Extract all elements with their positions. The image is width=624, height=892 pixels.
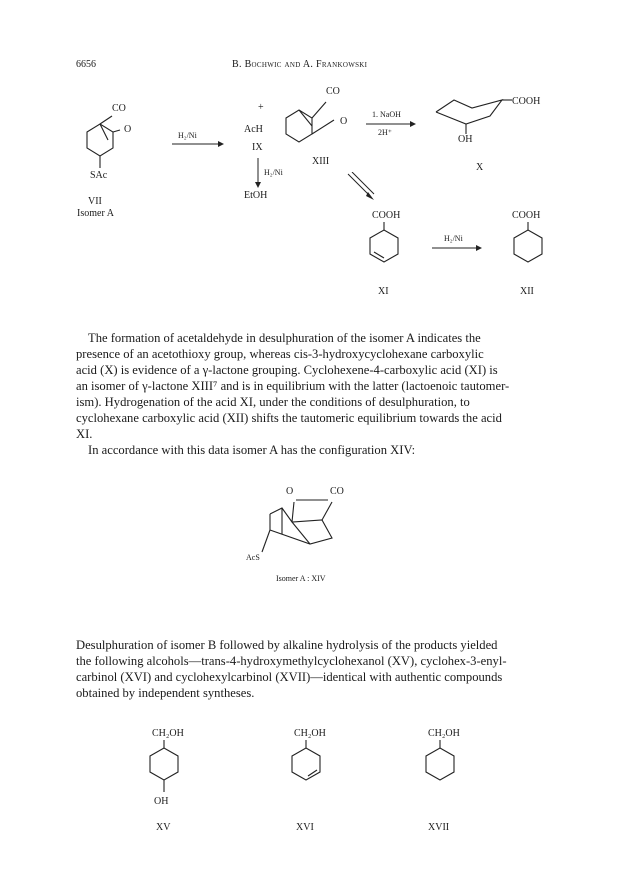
x-cooh: COOH [512,96,541,107]
reagent-h2ni-1: H₂/Ni [178,131,197,140]
x-oh: OH [458,134,473,145]
para1-line-3: acid (X) is evidence of a γ-lactone grouping. Cyclohexene-4-carboxylic acid (XI) is [76,363,498,377]
xiv-o: O [286,486,294,497]
page-number: 6656 [76,59,96,70]
xvii-top: CH₂OH [428,728,460,739]
xiv-co: CO [330,486,344,497]
xvi-top: CH₂OH [294,728,326,739]
para1-line-2: presence of an acetothioxy group, whereas cis-3-hydroxycyclohexane carboxylic [76,347,484,361]
vii-isomer-label: Isomer A [77,208,114,219]
structure-xvi [288,740,328,790]
vii-o: O [124,124,132,135]
structure-vii [70,100,150,190]
xii-label: XII [520,286,534,297]
structure-xv [146,740,186,800]
paragraph-2 [76,637,564,701]
reagent-2h: 2H⁺ [378,128,392,137]
xiv-acs: AcS [246,553,260,562]
xii-cooh: COOH [512,210,541,221]
xiii-co: CO [326,86,340,97]
paragraph-1 [76,330,564,458]
xi-cooh: COOH [372,210,401,221]
para1-line-6: cyclohexane carboxylic acid (XII) shifts the tautomeric equilibrium towards the acid [76,411,502,425]
xvi-label: XVI [296,822,314,833]
reagent-h2ni-3: H₂/Ni [444,234,463,243]
xv-label: XV [156,822,171,833]
structure-xii [510,222,550,272]
vii-co: CO [112,103,126,114]
para1-line-1: The formation of acetaldehyde in desulphuration of the isomer A indicates the [88,331,481,345]
xiv-caption: Isomer A : XIV [276,574,326,583]
arrow-xiii-to-x [366,120,416,128]
structure-xvii [422,740,462,790]
structure-xi [366,222,406,272]
para2-line-2: the following alcohols—trans-4-hydroxymethylcyclohexanol (XV), cyclohex-3-enyl- [76,654,507,668]
arrow-xi-to-xii [432,244,482,252]
para1-line-5: ism). Hydrogenation of the acid XI, under the conditions of desulphuration, to [76,395,470,409]
arrow-ix-to-etoh [254,158,262,188]
xvii-label: XVII [428,822,450,833]
xv-top: CH₂OH [152,728,184,739]
structure-x [432,94,522,144]
para1-line-8: In accordance with this data isomer A has the configuration XIV: [88,443,416,457]
reagent-h2ni-2: H₂/Ni [264,168,283,177]
para2-line-4: obtained by independent syntheses. [76,686,255,700]
reagent-naoh: 1. NaOH [372,110,401,119]
structure-xiv [262,494,362,558]
para2-line-3: carbinol (XVI) and cyclohexylcarbinol (XVII)—identical with authentic compounds [76,670,503,684]
xi-label: XI [378,286,389,297]
structure-xiii [282,96,362,156]
xiii-label: XIII [312,156,330,167]
x-label: X [476,162,484,173]
para1-line-7: XI. [76,427,93,441]
xiii-o: O [340,116,348,127]
para2-line-1: Desulphuration of isomer B followed by alkaline hydrolysis of the products yielded [76,638,498,652]
equilibrium-arrow [346,172,376,202]
ix-label: IX [252,142,263,153]
ach: AcH [244,124,263,135]
etoh: EtOH [244,190,268,201]
vii-label: VII [88,196,102,207]
vii-sac: SAc [90,170,108,181]
para1-line-4: an isomer of γ-lactone XIII⁷ and is in equilibrium with the latter (lactoenoic tautomer- [76,379,510,393]
xv-bottom: OH [154,796,169,807]
arrow-vii-to-products [172,140,224,148]
plus-sign: + [258,102,264,113]
running-header-authors: B. Bochwic and A. Frankowski [232,59,368,70]
